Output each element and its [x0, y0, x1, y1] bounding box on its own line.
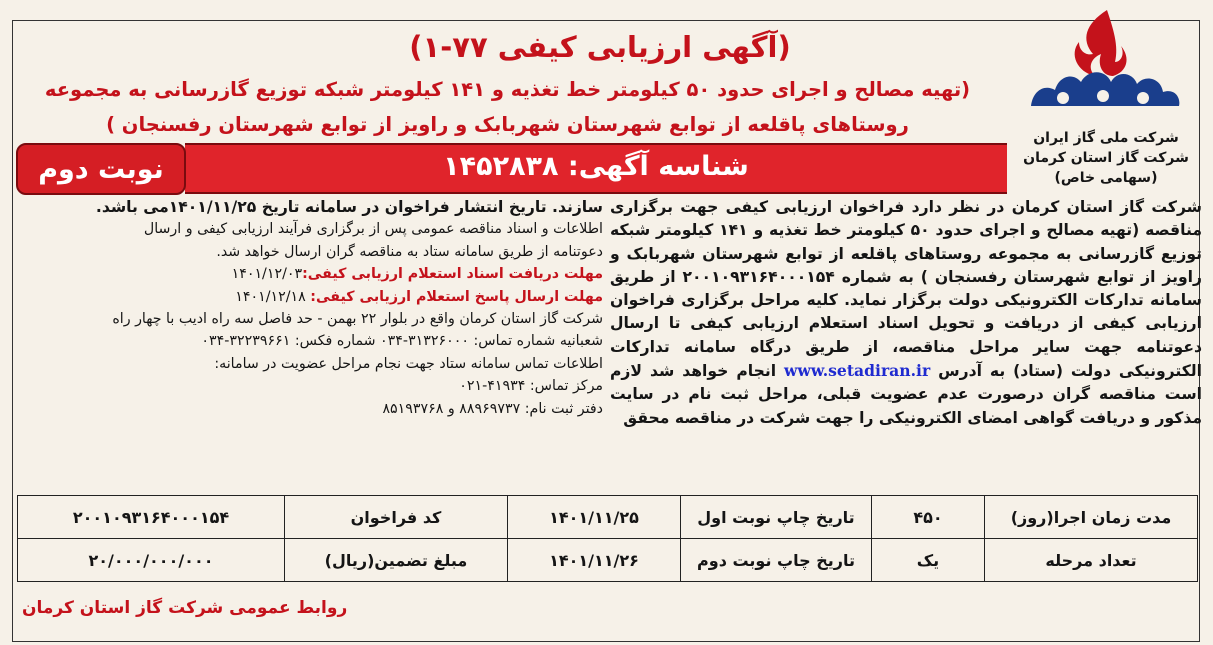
- company-line-2: شرکت گاز استان کرمان: [1023, 150, 1189, 166]
- body-right-paragraph: [610, 196, 1202, 430]
- duration-label-cell: مدت زمان اجرا(روز): [985, 496, 1198, 539]
- registration-office-line: دفتر ثبت نام: ۸۸۹۶۹۷۳۷ و ۸۵۱۹۳۷۶۸: [382, 400, 603, 417]
- address-line-2: شعبانیه شماره تماس: ۳۱۳۲۶۰۰۰-۰۳۴ شماره فکس: ۳۲۲۳۹۶۶۱-۰۳۴: [201, 333, 603, 350]
- footer-text: روابط عمومی شرکت گاز استان کرمان: [22, 598, 348, 618]
- print2-value-cell: ۱۴۰۱/۱۱/۲۶: [508, 539, 681, 582]
- second-print-badge: نوبت دوم: [16, 143, 186, 195]
- deadline-receive-label: مهلت دریافت اسناد استعلام ارزیابی کیفی:: [302, 266, 603, 283]
- address-line-1: شرکت گاز استان کرمان واقع در بلوار ۲۲ بهمن - حد فاصل سه راه ادیب با چهار راه: [112, 311, 603, 328]
- code-label-cell: کد فراخوان: [285, 496, 508, 539]
- ad-title: (آگهی ارزیابی کیفی ۷۷-۱): [409, 30, 791, 64]
- company-line-3: (سهامی خاص): [1054, 170, 1158, 186]
- stages-value-cell: یک: [872, 539, 985, 582]
- ad-id-label: شناسه آگهی: ۱۴۵۲۸۳۸: [443, 151, 749, 182]
- deadline-send: [18, 286, 603, 308]
- company-name-block: [1021, 128, 1191, 188]
- deadline-send-label: مهلت ارسال پاسخ استعلام ارزیابی کیفی:: [310, 288, 603, 305]
- company-line-1: شرکت ملی گاز ایران: [1033, 130, 1179, 146]
- code-value-cell: ۲۰۰۱۰۹۳۱۶۴۰۰۰۱۵۴: [18, 496, 285, 539]
- print1-value-cell: ۱۴۰۱/۱۱/۲۵: [508, 496, 681, 539]
- table-row: [18, 539, 1198, 582]
- guarantee-label-cell: مبلغ تضمین(ریال): [285, 539, 508, 582]
- setad-website-link[interactable]: www.setadiran.ir: [784, 361, 931, 381]
- body-right-column: [610, 196, 1202, 430]
- footer-signature: [22, 598, 422, 618]
- national-gas-logo-icon: [1015, 6, 1195, 116]
- stages-label-cell: تعداد مرحله: [985, 539, 1198, 582]
- deadline-receive: [18, 263, 603, 285]
- contact-info-heading: اطلاعات تماس سامانه ستاد جهت نجام مراحل عضویت در سامانه:: [214, 355, 603, 372]
- table-row: [18, 496, 1198, 539]
- body-left-column: [18, 196, 603, 420]
- deadline-receive-value: ۱۴۰۱/۱۲/۰۳: [231, 266, 303, 283]
- tender-info-table: [17, 495, 1198, 582]
- docs-info-line-2: دعوتنامه از طریق سامانه ستاد به مناقصه گران ارسال خواهد شد.: [216, 243, 603, 260]
- guarantee-value-cell: ۲۰/۰۰۰/۰۰۰/۰۰۰: [18, 539, 285, 582]
- print1-label-cell: تاریخ چاپ نوبت اول: [681, 496, 872, 539]
- body-text-after-link: انجام خواهد شد لازم است مناقصه گران درصورت عدم عضویت قبلی، مراحل ثبت نام در سایت مذکور و دریافت گواهی امضای الکترونیکی را جهت شرکت در مناقصه محقق: [610, 362, 1202, 427]
- docs-info-line-1: اطلاعات و اسناد مناقصه عمومی پس از برگزاری فرآیند ارزیابی کیفی و ارسال: [143, 221, 603, 238]
- publish-date-line: سازند. تاریخ انتشار فراخوان در سامانه تاریخ ۱۴۰۱/۱۱/۲۵می باشد.: [95, 198, 603, 216]
- call-center-line: مرکز تماس: ۴۱۹۳۴-۰۲۱: [459, 378, 603, 395]
- deadline-send-value: ۱۴۰۱/۱۲/۱۸: [235, 288, 306, 305]
- print2-label-cell: تاریخ چاپ نوبت دوم: [681, 539, 872, 582]
- body-text-before-link: شرکت گاز استان کرمان در نظر دارد فراخوان ارزیابی کیفی جهت برگزاری مناقصه (تهیه مصالح و اجرای حدود ۵۰ کیلومتر خط تغذیه و ۱۴۱ کیلومتر شبکه توزیع گازرسانی به مجموعه روستاهای پاقلعه از توابع شهرستان شهربابک و راویز از توابع شهرستان رفسنجان ) به شماره ۲۰۰۱۰۹۳۱۶۴۰۰۰۱۵۴ از طریق سامانه تدارکات الکترونیکی دولت برگزار نماید. کلیه مراحل برگزاری فراخوان ارزیابی کیفی از دریافت و تحویل اسناد استعلام ارزیابی کیفی تا ارسال دعوتنامه جهت سایر مراحل مناقصه، از طریق درگاه سامانه تدارکات الکترونیکی دولت (ستاد) به آدرس: [610, 198, 1203, 381]
- ad-subtitle: (تهیه مصالح و اجرای حدود ۵۰ کیلومتر خط تغذیه و ۱۴۱ کیلومتر شبکه توزیع گازرسانی به مجموعه روستاهای پاقلعه از توابع شهرستان شهربابک و راویز از توابع شهرستان رفسنجان ): [44, 78, 971, 136]
- duration-value-cell: ۴۵۰: [872, 496, 985, 539]
